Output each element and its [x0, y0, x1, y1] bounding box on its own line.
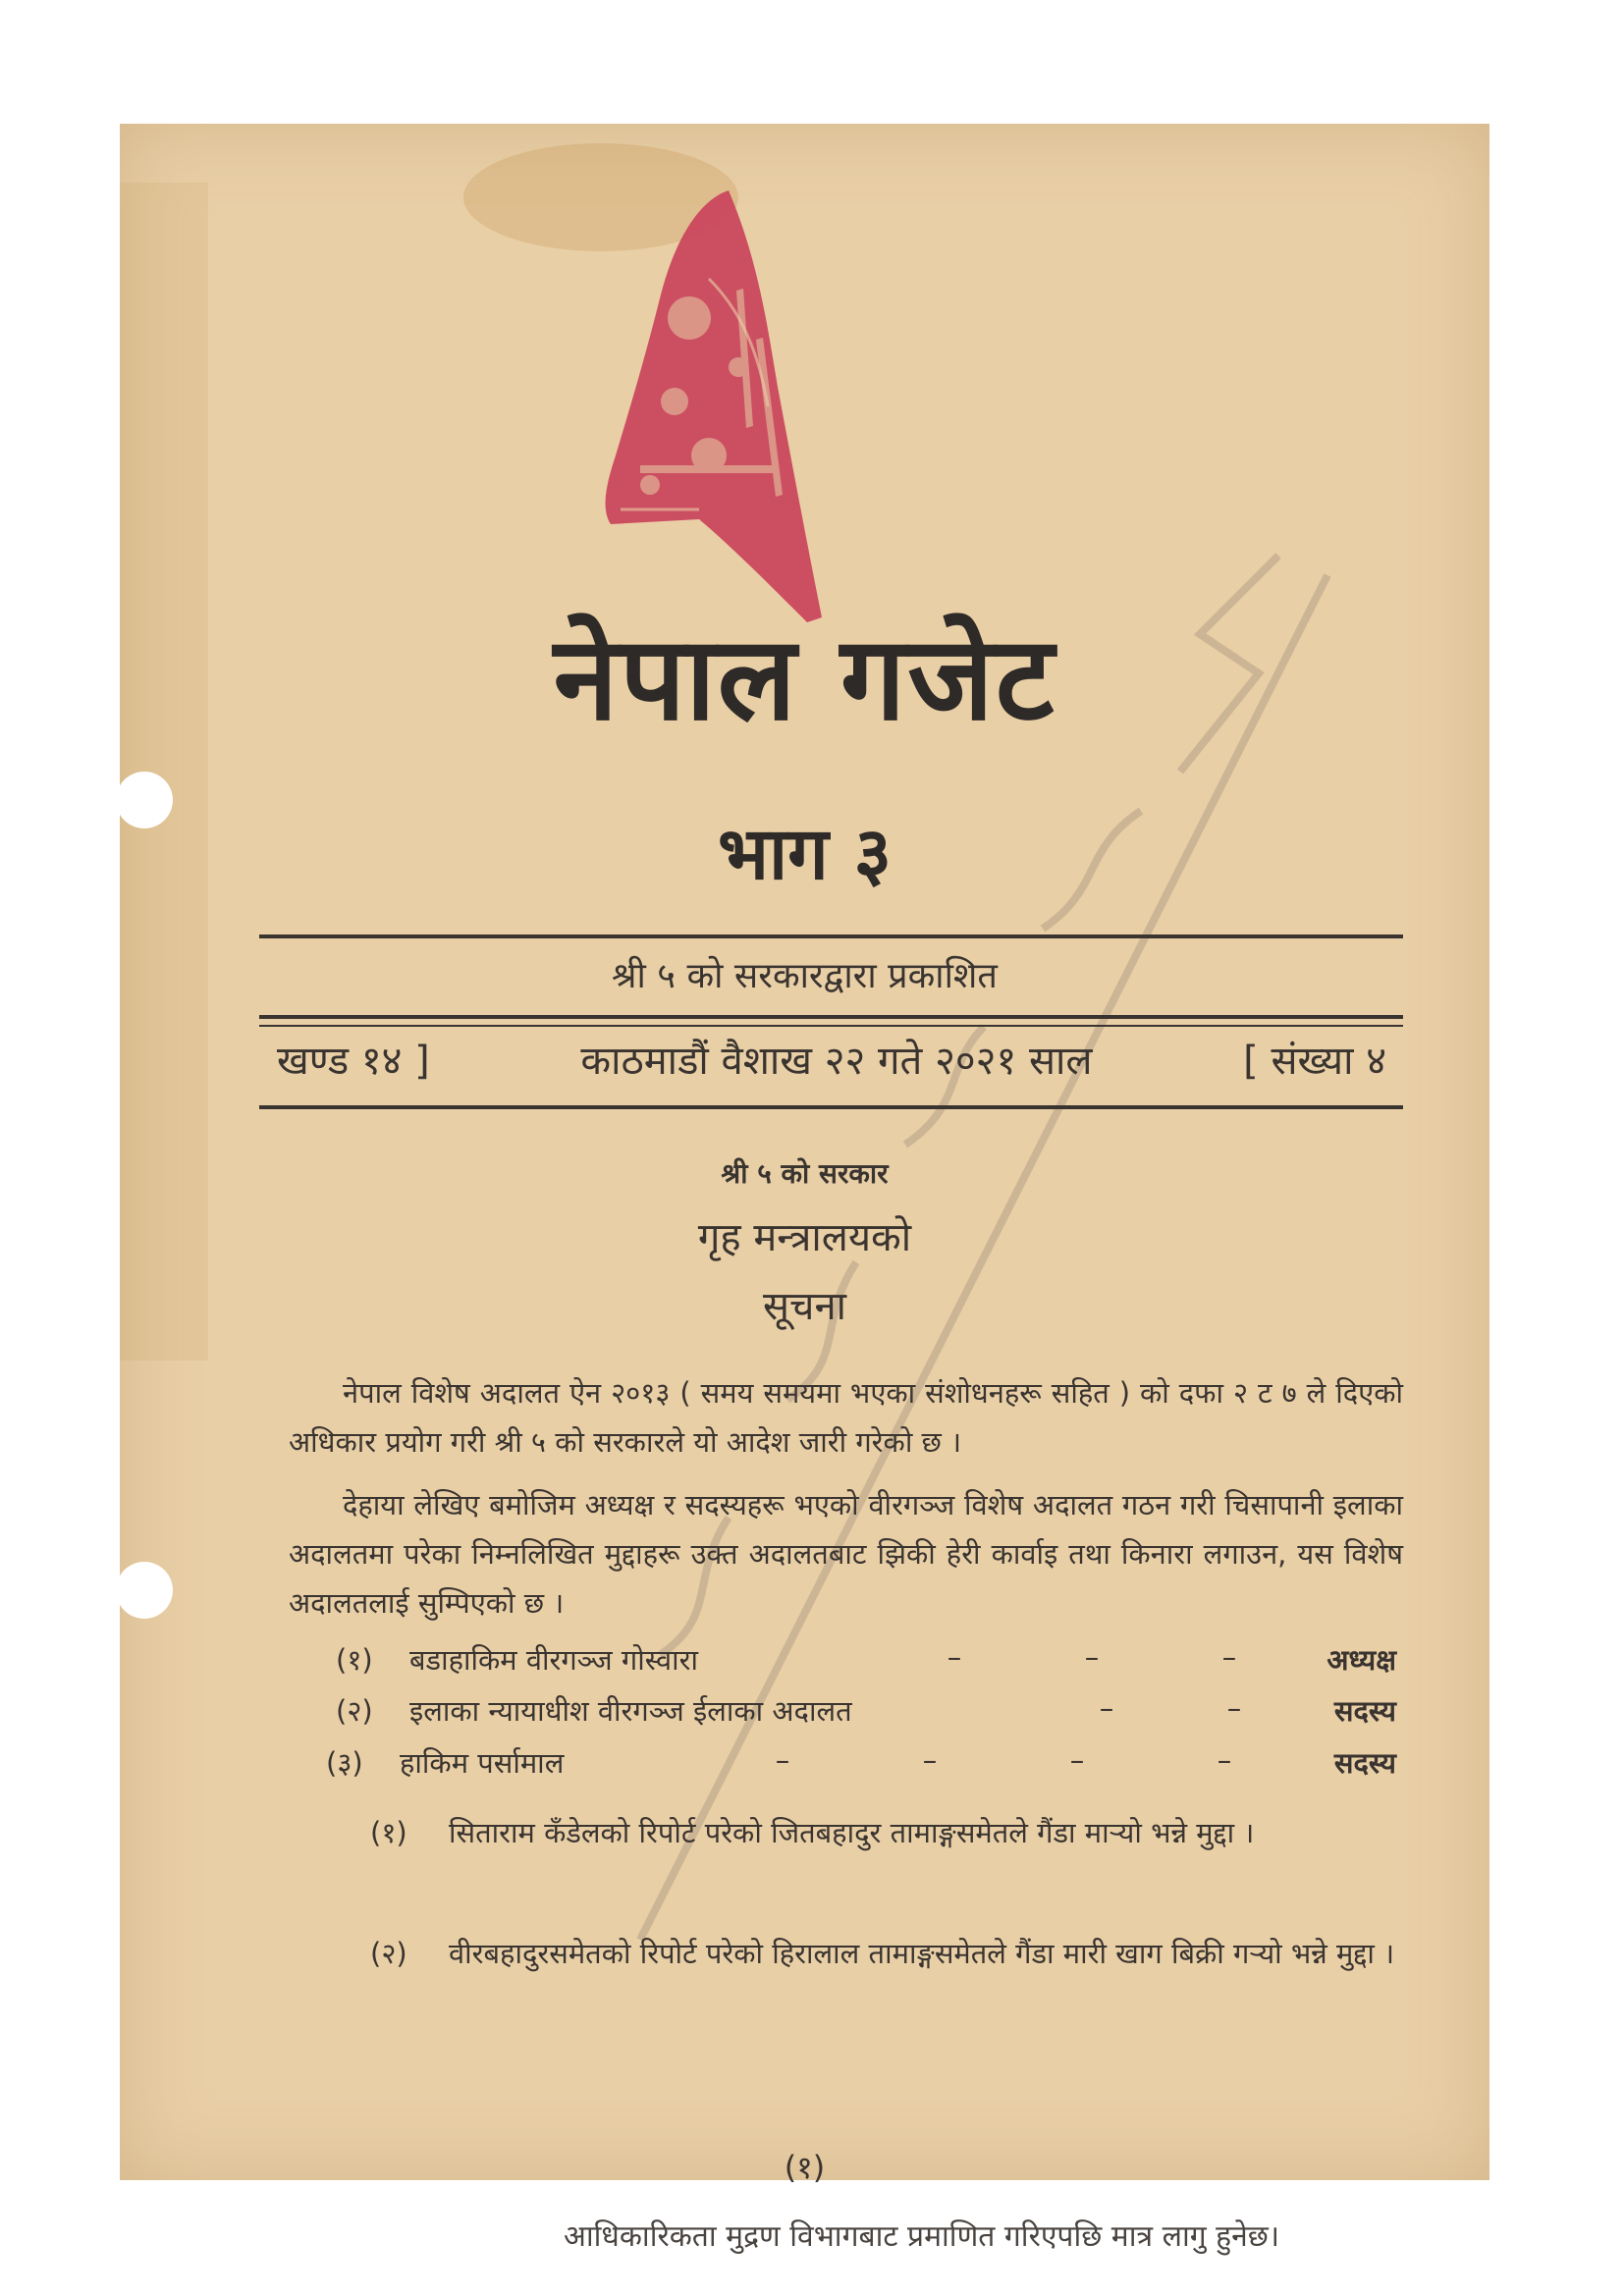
punch-hole [116, 1562, 173, 1619]
member-row: (२) इलाका न्यायाधीश वीरगञ्ज ईलाका अदालत – – सदस्य [336, 1691, 1396, 1728]
publisher-line: श्री ५ को सरकारद्वारा प्रकाशित [612, 956, 998, 996]
royal-emblem-icon [581, 171, 876, 632]
page-number: (१) [784, 2149, 826, 2186]
divider [259, 934, 1403, 938]
case-item: (२) वीरबहादुरसमेतको रिपोर्ट परेको हिरालाल तामाङ्गसमेतले गैंडा मारी खाग बिक्री गर्‍यो भन्ने मुद्दा । [370, 1937, 1395, 1970]
gazette-page [120, 124, 1489, 2254]
member-role: सदस्य [1333, 1694, 1396, 1728]
divider [259, 1025, 1403, 1027]
notice-paragraph-2: देहाया लेखिए बमोजिम अध्यक्ष र सदस्यहरू भएको वीरगञ्ज विशेष अदालत गठन गरी चिसापानी इलाका अदालतमा परेका निम्नलिखित मुद्दाहरू उक्त अदालतबाट झिकी हेरी कार्वाइ तथा किनारा लगाउन, यस विशेष अदालतलाई सुम्पिएको छ । [289, 1488, 1403, 1620]
case-item: (१) सिताराम कँडेलको रिपोर्ट परेको जितबहादुर तामाङ्गसमेतले गैंडा मार्‍यो भन्ने मुद्दा । [370, 1816, 1255, 1849]
volume-number: खण्ड १४ ] [277, 1039, 430, 1084]
member-row: (३) हाकिम पर्सामाल – – – – सदस्य [326, 1743, 1396, 1780]
gazette-title: नेपाल गजेट [553, 610, 1056, 746]
divider [259, 1015, 1403, 1019]
divider [259, 1105, 1403, 1109]
publication-date: काठमाडौं वैशाख २२ गते २०२१ साल [580, 1039, 1093, 1084]
notice-heading: सूचना [763, 1284, 846, 1329]
gazette-part: भाग ३ [717, 812, 893, 896]
government-heading: श्री ५ को सरकार [721, 1157, 889, 1190]
issue-info [277, 1032, 1386, 1086]
member-role: सदस्य [1333, 1746, 1396, 1780]
ministry-heading: गृह मन्त्रालयको [697, 1215, 912, 1260]
notice-paragraph-1: नेपाल विशेष अदालत ऐन २०१३ ( समय समयमा भएका संशोधनहरू सहित ) को दफा २ ट ७ ले दिएको अधिकार प्रयोग गरी श्री ५ को सरकारले यो आदेश जारी गरेको छ । [289, 1376, 1403, 1459]
member-row: (१) बडाहाकिम वीरगञ्ज गोस्वारा – – – अध्यक्ष [336, 1640, 1396, 1677]
authenticity-footer: आधिकारिकता मुद्रण विभागबाट प्रमाणित गरिएपछि मात्र लागु हुनेछ। [564, 2219, 1280, 2254]
member-role: अध्यक्ष [1326, 1643, 1396, 1677]
issue-number: [ संख्या ४ [1243, 1039, 1386, 1084]
